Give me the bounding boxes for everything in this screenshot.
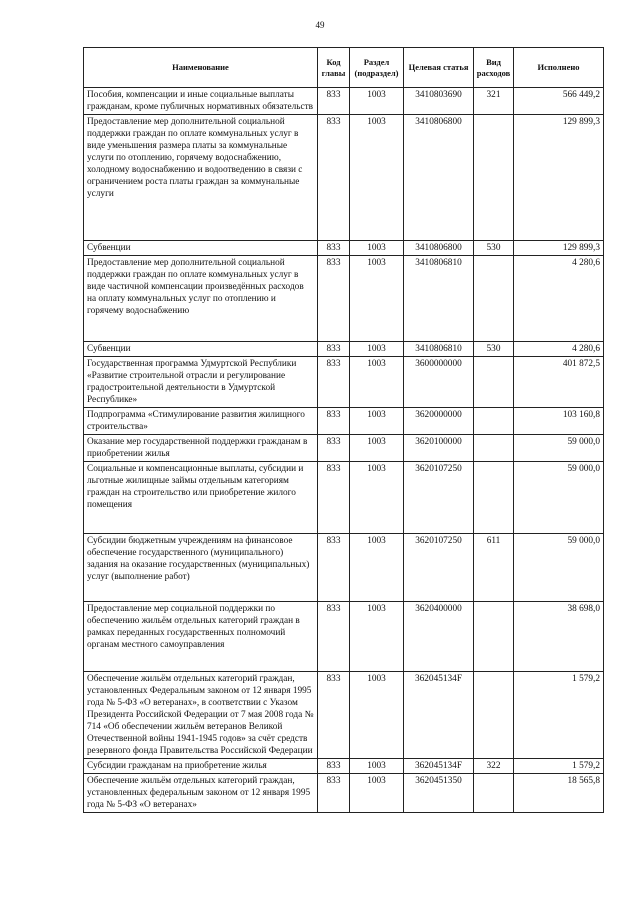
row-amount: 1 579,2 [514, 759, 604, 774]
row-amount: 401 872,5 [514, 357, 604, 408]
row-chapter-code: 833 [318, 357, 350, 408]
row-amount: 103 160,8 [514, 408, 604, 435]
header-row [84, 48, 604, 88]
row-section: 1003 [350, 408, 404, 435]
row-name: Субвенции [84, 342, 318, 357]
row-amount: 129 899,3 [514, 115, 604, 241]
row-amount: 18 565,8 [514, 774, 604, 813]
table-row [84, 759, 604, 774]
row-amount: 4 280,6 [514, 342, 604, 357]
table-row [84, 408, 604, 435]
row-section: 1003 [350, 88, 404, 115]
row-amount: 566 449,2 [514, 88, 604, 115]
row-expense-type [474, 256, 514, 342]
row-chapter-code: 833 [318, 759, 350, 774]
row-name: Подпрограмма «Стимулирование развития жилищного строительства» [84, 408, 318, 435]
row-name: Предоставление мер дополнительной социальной поддержки граждан по оплате коммунальных услуг в виде уменьшения размера платы за коммунальные услуги по отоплению, горячему водоснабжению, холодному водоснабжению и водоотведению в связи с ограничением роста платы граждан за коммунальные услуги [84, 115, 318, 241]
row-section: 1003 [350, 256, 404, 342]
row-name: Оказание мер государственной поддержки гражданам в приобретении жилья [84, 435, 318, 462]
row-chapter-code: 833 [318, 241, 350, 256]
table-row [84, 602, 604, 672]
table-row [84, 88, 604, 115]
table-row [84, 774, 604, 813]
row-amount: 4 280,6 [514, 256, 604, 342]
row-target-item: 3410806800 [404, 241, 474, 256]
row-section: 1003 [350, 357, 404, 408]
table-row [84, 462, 604, 534]
row-chapter-code: 833 [318, 408, 350, 435]
row-target-item: 3620100000 [404, 435, 474, 462]
row-name: Субсидии гражданам на приобретение жилья [84, 759, 318, 774]
row-section: 1003 [350, 774, 404, 813]
table-row [84, 435, 604, 462]
row-expense-type: 611 [474, 534, 514, 602]
row-chapter-code: 833 [318, 602, 350, 672]
row-chapter-code: 833 [318, 462, 350, 534]
row-target-item: 362045134F [404, 759, 474, 774]
header-executed: Исполнено [514, 48, 604, 88]
row-name: Обеспечение жильём отдельных категорий граждан, установленных федеральным законом от 12 января 1995 года № 5-ФЗ «О ветеранах» [84, 774, 318, 813]
row-target-item: 3620107250 [404, 534, 474, 602]
row-chapter-code: 833 [318, 534, 350, 602]
row-amount: 59 000,0 [514, 534, 604, 602]
row-target-item: 3410806800 [404, 115, 474, 241]
row-name: Субвенции [84, 241, 318, 256]
row-target-item: 3410806810 [404, 342, 474, 357]
row-expense-type [474, 435, 514, 462]
row-amount: 59 000,0 [514, 462, 604, 534]
table-row [84, 672, 604, 759]
row-chapter-code: 833 [318, 672, 350, 759]
budget-table [83, 47, 604, 813]
row-target-item: 3620400000 [404, 602, 474, 672]
row-name: Субсидии бюджетным учреждениям на финансовое обеспечение государственного (муниципального) задания на оказание государственных (муниципальных) услуг (выполнение работ) [84, 534, 318, 602]
table-row [84, 342, 604, 357]
row-section: 1003 [350, 342, 404, 357]
row-expense-type [474, 357, 514, 408]
row-target-item: 3620107250 [404, 462, 474, 534]
header-chapter-code: Код главы [318, 48, 350, 88]
row-target-item: 3600000000 [404, 357, 474, 408]
row-name: Пособия, компенсации и иные социальные выплаты гражданам, кроме публичных нормативных обязательств [84, 88, 318, 115]
row-target-item: 3410806810 [404, 256, 474, 342]
row-section: 1003 [350, 602, 404, 672]
row-expense-type: 530 [474, 342, 514, 357]
header-name: Наименование [84, 48, 318, 88]
row-target-item: 362045134F [404, 672, 474, 759]
row-chapter-code: 833 [318, 115, 350, 241]
table-row [84, 115, 604, 241]
row-section: 1003 [350, 435, 404, 462]
row-section: 1003 [350, 534, 404, 602]
row-expense-type: 321 [474, 88, 514, 115]
header-expense-type: Вид расходов [474, 48, 514, 88]
row-chapter-code: 833 [318, 342, 350, 357]
row-section: 1003 [350, 241, 404, 256]
header-section: Раздел (подраздел) [350, 48, 404, 88]
row-chapter-code: 833 [318, 88, 350, 115]
row-amount: 1 579,2 [514, 672, 604, 759]
header-target-item: Целевая статья [404, 48, 474, 88]
row-chapter-code: 833 [318, 435, 350, 462]
row-name: Предоставление мер социальной поддержки по обеспечению жильём отдельных категорий граждан в рамках переданных государственных полномочий органам местного самоуправления [84, 602, 318, 672]
row-section: 1003 [350, 115, 404, 241]
table-row [84, 241, 604, 256]
row-expense-type [474, 672, 514, 759]
row-target-item: 3620451350 [404, 774, 474, 813]
row-expense-type: 530 [474, 241, 514, 256]
row-expense-type [474, 408, 514, 435]
row-target-item: 3620000000 [404, 408, 474, 435]
table-row [84, 256, 604, 342]
row-target-item: 3410803690 [404, 88, 474, 115]
table-row [84, 357, 604, 408]
row-expense-type [474, 602, 514, 672]
row-expense-type [474, 115, 514, 241]
row-expense-type: 322 [474, 759, 514, 774]
page-number: 49 [315, 20, 325, 30]
row-amount: 129 899,3 [514, 241, 604, 256]
row-chapter-code: 833 [318, 774, 350, 813]
row-name: Государственная программа Удмуртской Республики «Развитие строительной отрасли и регулирование градостроительной деятельности в Удмуртской Республике» [84, 357, 318, 408]
row-name: Социальные и компенсационные выплаты, субсидии и льготные жилищные займы отдельным категориям граждан на строительство или приобретение жилого помещения [84, 462, 318, 534]
row-section: 1003 [350, 672, 404, 759]
row-chapter-code: 833 [318, 256, 350, 342]
row-section: 1003 [350, 759, 404, 774]
row-amount: 38 698,0 [514, 602, 604, 672]
row-name: Предоставление мер дополнительной социальной поддержки граждан по оплате коммунальных услуг в виде частичной компенсации произведённых расходов на оплату коммунальных услуг по отоплению и горячему водоснабжению [84, 256, 318, 342]
row-name: Обеспечение жильём отдельных категорий граждан, установленных Федеральным законом от 12 января 1995 года № 5-ФЗ «О ветеранах», в соответствии с Указом Президента Российской Федерации от 7 мая 2008 года № 714 «Об обеспечении жильём ветеранов Великой Отечественной войны 1941-1945 годов» за счёт средств резервного фонда Правительства Российской Федерации [84, 672, 318, 759]
row-amount: 59 000,0 [514, 435, 604, 462]
row-expense-type [474, 462, 514, 534]
table-row [84, 534, 604, 602]
row-expense-type [474, 774, 514, 813]
row-section: 1003 [350, 462, 404, 534]
